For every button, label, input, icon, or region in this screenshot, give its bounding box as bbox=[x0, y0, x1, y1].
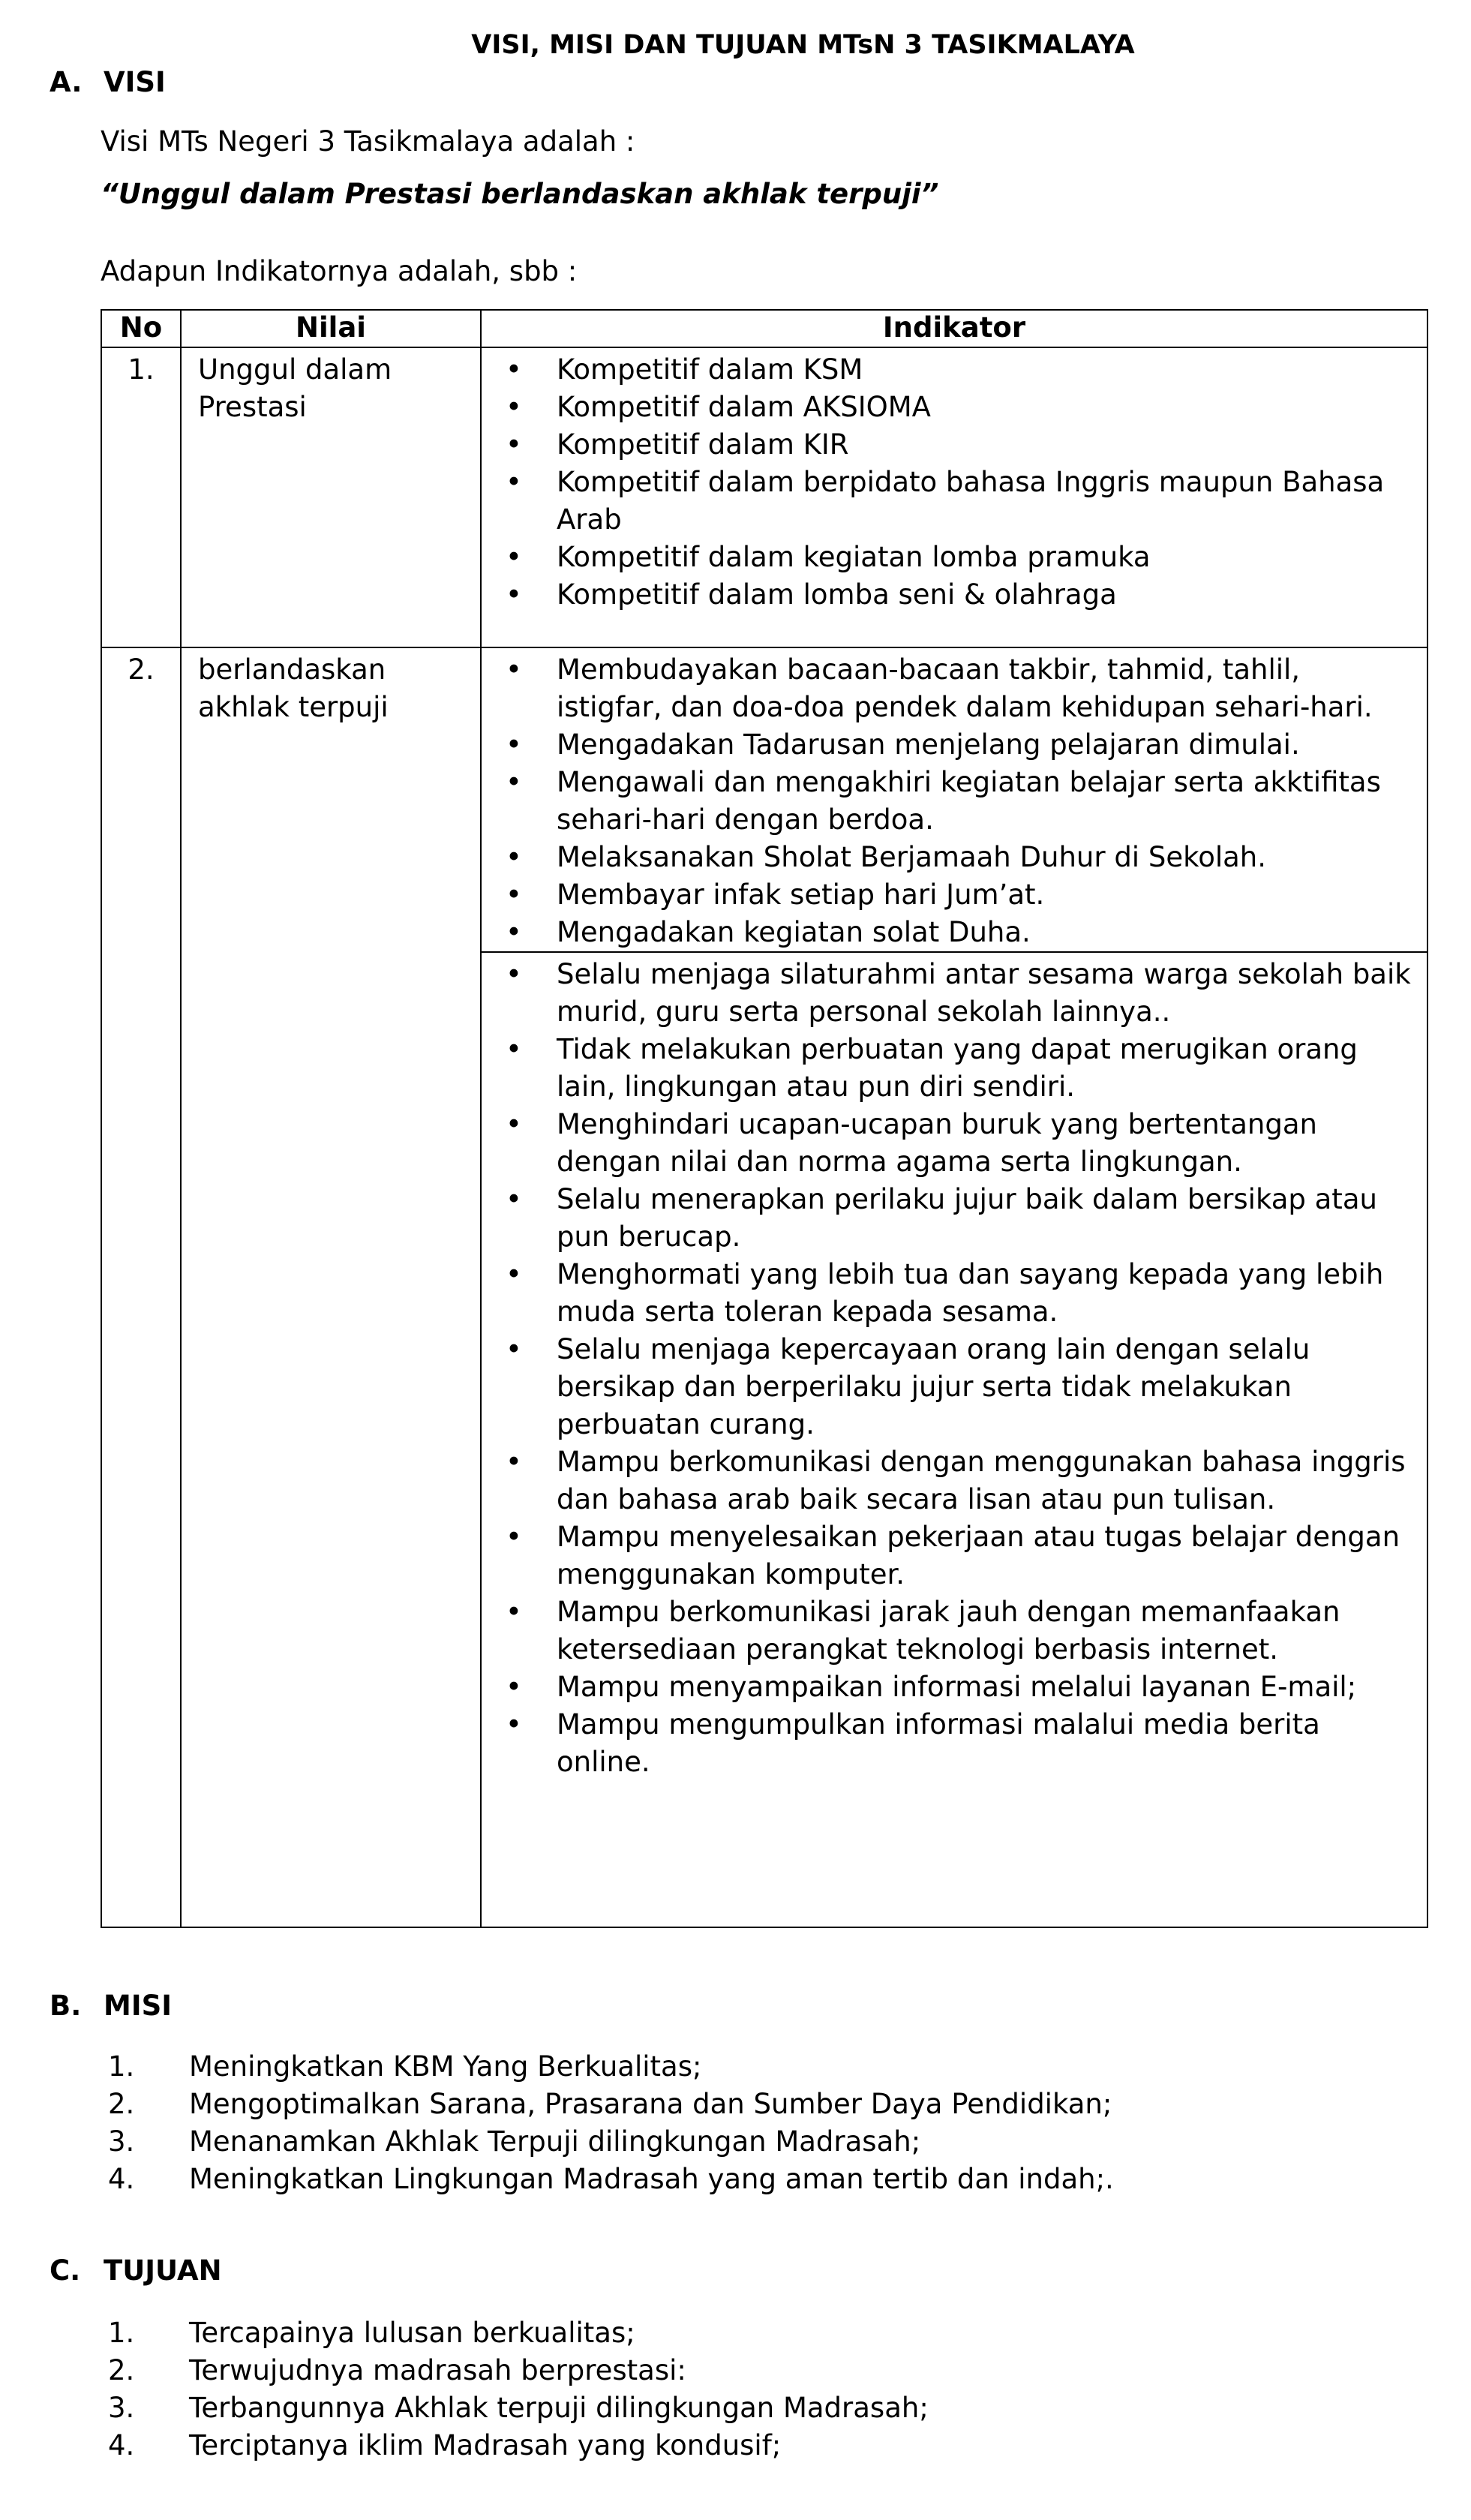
item-text: Meningkatkan KBM Yang Berkualitas; bbox=[189, 2050, 702, 2083]
item-number: 4. bbox=[108, 2163, 135, 2195]
row-indikator bbox=[481, 952, 1427, 1927]
row-nilai: Unggul dalam Prestasi bbox=[181, 347, 481, 647]
list-item: • Kompetitif dalam AKSIOMA bbox=[482, 389, 1412, 426]
list-item: • Membayar infak setiap hari Jum’at. bbox=[482, 876, 1412, 914]
vision-statement: “Unggul dalam Prestasi berlandaskan akhlak terpuji” bbox=[101, 178, 939, 210]
row-indikator bbox=[481, 647, 1427, 952]
visi-heading bbox=[50, 66, 166, 98]
header-nilai: Nilai bbox=[181, 310, 481, 347]
list-item: • Kompetitif dalam kegiatan lomba pramuka bbox=[482, 539, 1412, 576]
indicator-intro: Adapun Indikatornya adalah, sbb : bbox=[101, 255, 578, 287]
item-text: Meningkatkan Lingkungan Madrasah yang aman tertib dan indah;. bbox=[189, 2163, 1114, 2195]
list-item bbox=[101, 2048, 1114, 2086]
list-item: • Mampu berkomunikasi dengan menggunakan bahasa inggris dan bahasa arab baik secara lisan atau pun tulisan. bbox=[482, 1443, 1412, 1518]
misi-list bbox=[101, 2048, 1114, 2198]
list-item: • Kompetitif dalam lomba seni & olahraga bbox=[482, 576, 1412, 614]
row-number: 1. bbox=[101, 347, 181, 647]
list-item bbox=[101, 2314, 929, 2352]
row-number-continued bbox=[101, 952, 181, 1927]
list-item: • Mampu menyampaikan informasi melalui layanan E-mail; bbox=[482, 1668, 1412, 1706]
list-item bbox=[101, 2086, 1114, 2123]
tujuan-letter: C. bbox=[50, 2254, 81, 2287]
misi-heading-text: MISI bbox=[104, 1990, 173, 2022]
item-number: 4. bbox=[108, 2429, 135, 2461]
list-item bbox=[101, 2123, 1114, 2161]
item-text: Tercapainya lulusan berkualitas; bbox=[189, 2317, 635, 2349]
misi-letter: B. bbox=[50, 1990, 82, 2022]
item-number: 1. bbox=[108, 2050, 135, 2083]
list-item bbox=[101, 2352, 929, 2389]
list-item: • Kompetitif dalam KIR bbox=[482, 426, 1412, 464]
table-row bbox=[101, 952, 1427, 1927]
list-item: • Kompetitif dalam KSM bbox=[482, 351, 1412, 389]
item-text: Terciptanya iklim Madrasah yang kondusif; bbox=[189, 2429, 782, 2461]
item-number: 3. bbox=[108, 2392, 135, 2424]
visi-heading-text: VISI bbox=[104, 66, 166, 98]
list-item bbox=[101, 2389, 929, 2427]
indicator-table bbox=[101, 309, 1428, 1928]
table-row bbox=[101, 647, 1427, 952]
indicator-list bbox=[482, 956, 1412, 1781]
list-item: • Menghindari ucapan-ucapan buruk yang bertentangan dengan nilai dan norma agama serta lingkungan. bbox=[482, 1106, 1412, 1181]
list-item: • Mengadakan kegiatan solat Duha. bbox=[482, 914, 1412, 951]
row-indikator bbox=[481, 347, 1427, 647]
item-number: 3. bbox=[108, 2125, 135, 2158]
misi-heading bbox=[50, 1990, 172, 2022]
list-item: • Selalu menjaga silaturahmi antar sesama warga sekolah baik murid, guru serta personal sekolah lainnya.. bbox=[482, 956, 1412, 1031]
list-item: • Mengadakan Tadarusan menjelang pelajaran dimulai. bbox=[482, 726, 1412, 764]
list-item: • Mampu berkomunikasi jarak jauh dengan memanfaakan ketersediaan perangkat teknologi berbasis internet. bbox=[482, 1593, 1412, 1668]
table-row bbox=[101, 347, 1427, 647]
list-item: • Selalu menerapkan perilaku jujur baik dalam bersikap atau pun berucap. bbox=[482, 1181, 1412, 1256]
list-item bbox=[101, 2427, 929, 2464]
list-item: • Selalu menjaga kepercayaan orang lain dengan selalu bersikap dan berperilaku jujur serta tidak melakukan perbuatan curang. bbox=[482, 1331, 1412, 1443]
list-item: • Tidak melakukan perbuatan yang dapat merugikan orang lain, lingkungan atau pun diri sendiri. bbox=[482, 1031, 1412, 1106]
indicator-list bbox=[482, 351, 1412, 614]
table-header-row bbox=[101, 310, 1427, 347]
item-text: Terwujudnya madrasah berprestasi: bbox=[189, 2354, 686, 2386]
list-item: • Mampu menyelesaikan pekerjaan atau tugas belajar dengan menggunakan komputer. bbox=[482, 1518, 1412, 1593]
list-item: • Kompetitif dalam berpidato bahasa Inggris maupun Bahasa Arab bbox=[482, 464, 1412, 539]
indicator-list bbox=[482, 651, 1412, 951]
item-text: Terbangunnya Akhlak terpuji dilingkungan Madrasah; bbox=[189, 2392, 929, 2424]
item-number: 2. bbox=[108, 2088, 135, 2120]
item-number: 1. bbox=[108, 2317, 135, 2349]
row-nilai: berlandaskan akhlak terpuji bbox=[181, 647, 481, 952]
tujuan-heading-text: TUJUAN bbox=[104, 2254, 222, 2287]
row-number: 2. bbox=[101, 647, 181, 952]
list-item: • Menghormati yang lebih tua dan sayang kepada yang lebih muda serta toleran kepada sesama. bbox=[482, 1256, 1412, 1331]
tujuan-heading bbox=[50, 2254, 222, 2287]
row-nilai-continued bbox=[181, 952, 481, 1927]
list-item: • Mengawali dan mengakhiri kegiatan belajar serta akktifitas sehari-hari dengan berdoa. bbox=[482, 764, 1412, 839]
visi-letter: A. bbox=[50, 66, 83, 98]
list-item: • Mampu mengumpulkan informasi malalui media berita online. bbox=[482, 1706, 1412, 1781]
document-title: VISI, MISI DAN TUJUAN MTsN 3 TASIKMALAYA bbox=[471, 30, 1135, 60]
list-item: • Melaksanakan Sholat Berjamaah Duhur di Sekolah. bbox=[482, 839, 1412, 876]
header-indikator: Indikator bbox=[481, 310, 1427, 347]
visi-intro: Visi MTs Negeri 3 Tasikmalaya adalah : bbox=[101, 125, 635, 158]
list-item: • Membudayakan bacaan-bacaan takbir, tahmid, tahlil, istigfar, dan doa-doa pendek dalam kehidupan sehari-hari. bbox=[482, 651, 1412, 726]
header-no: No bbox=[101, 310, 181, 347]
item-text: Mengoptimalkan Sarana, Prasarana dan Sumber Daya Pendidikan; bbox=[189, 2088, 1112, 2120]
list-item bbox=[101, 2161, 1114, 2198]
item-text: Menanamkan Akhlak Terpuji dilingkungan Madrasah; bbox=[189, 2125, 921, 2158]
item-number: 2. bbox=[108, 2354, 135, 2386]
tujuan-list bbox=[101, 2314, 929, 2464]
